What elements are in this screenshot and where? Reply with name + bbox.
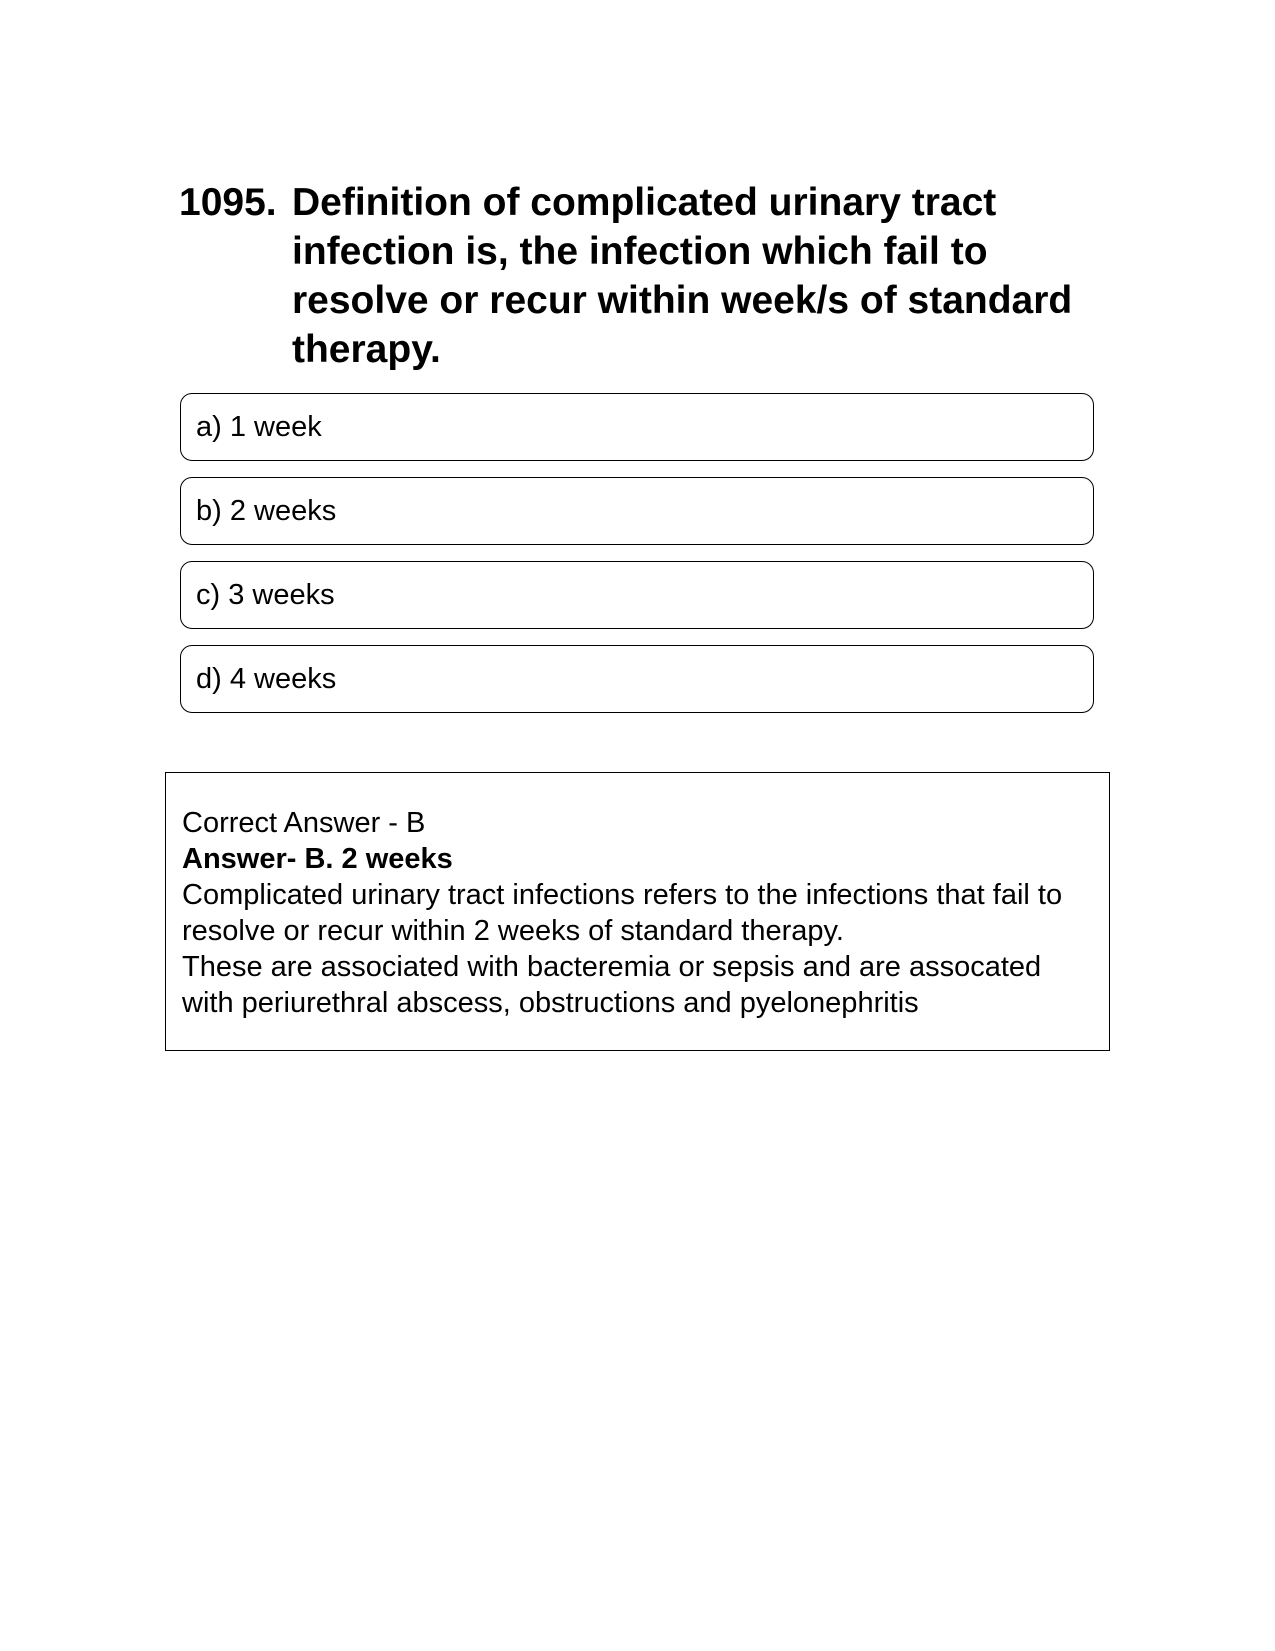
option-d[interactable]: d) 4 weeks (180, 645, 1094, 713)
explanation-paragraph-2: These are associated with bacteremia or sepsis and are assocated with periurethral abscess, obstructions and pyelonephritis (182, 951, 1042, 1019)
option-c[interactable]: c) 3 weeks (180, 561, 1094, 629)
answer-heading: Answer- B. 2 weeks (182, 843, 453, 875)
question-number: 1095. (179, 181, 277, 224)
question-text: Definition of complicated urinary tract infection is, the infection which fail to resolve or recur within week/s of standard therapy. (292, 181, 1073, 371)
option-b[interactable]: b) 2 weeks (180, 477, 1094, 545)
answer-explanation-box (165, 772, 1110, 1051)
answer-options (180, 393, 1094, 729)
explanation-paragraph-1: Complicated urinary tract infections refers to the infections that fail to resolve or recur within 2 weeks of standard therapy. (182, 879, 1063, 947)
option-a[interactable]: a) 1 week (180, 393, 1094, 461)
question (179, 178, 1099, 374)
correct-answer-line: Correct Answer - B (182, 807, 426, 839)
